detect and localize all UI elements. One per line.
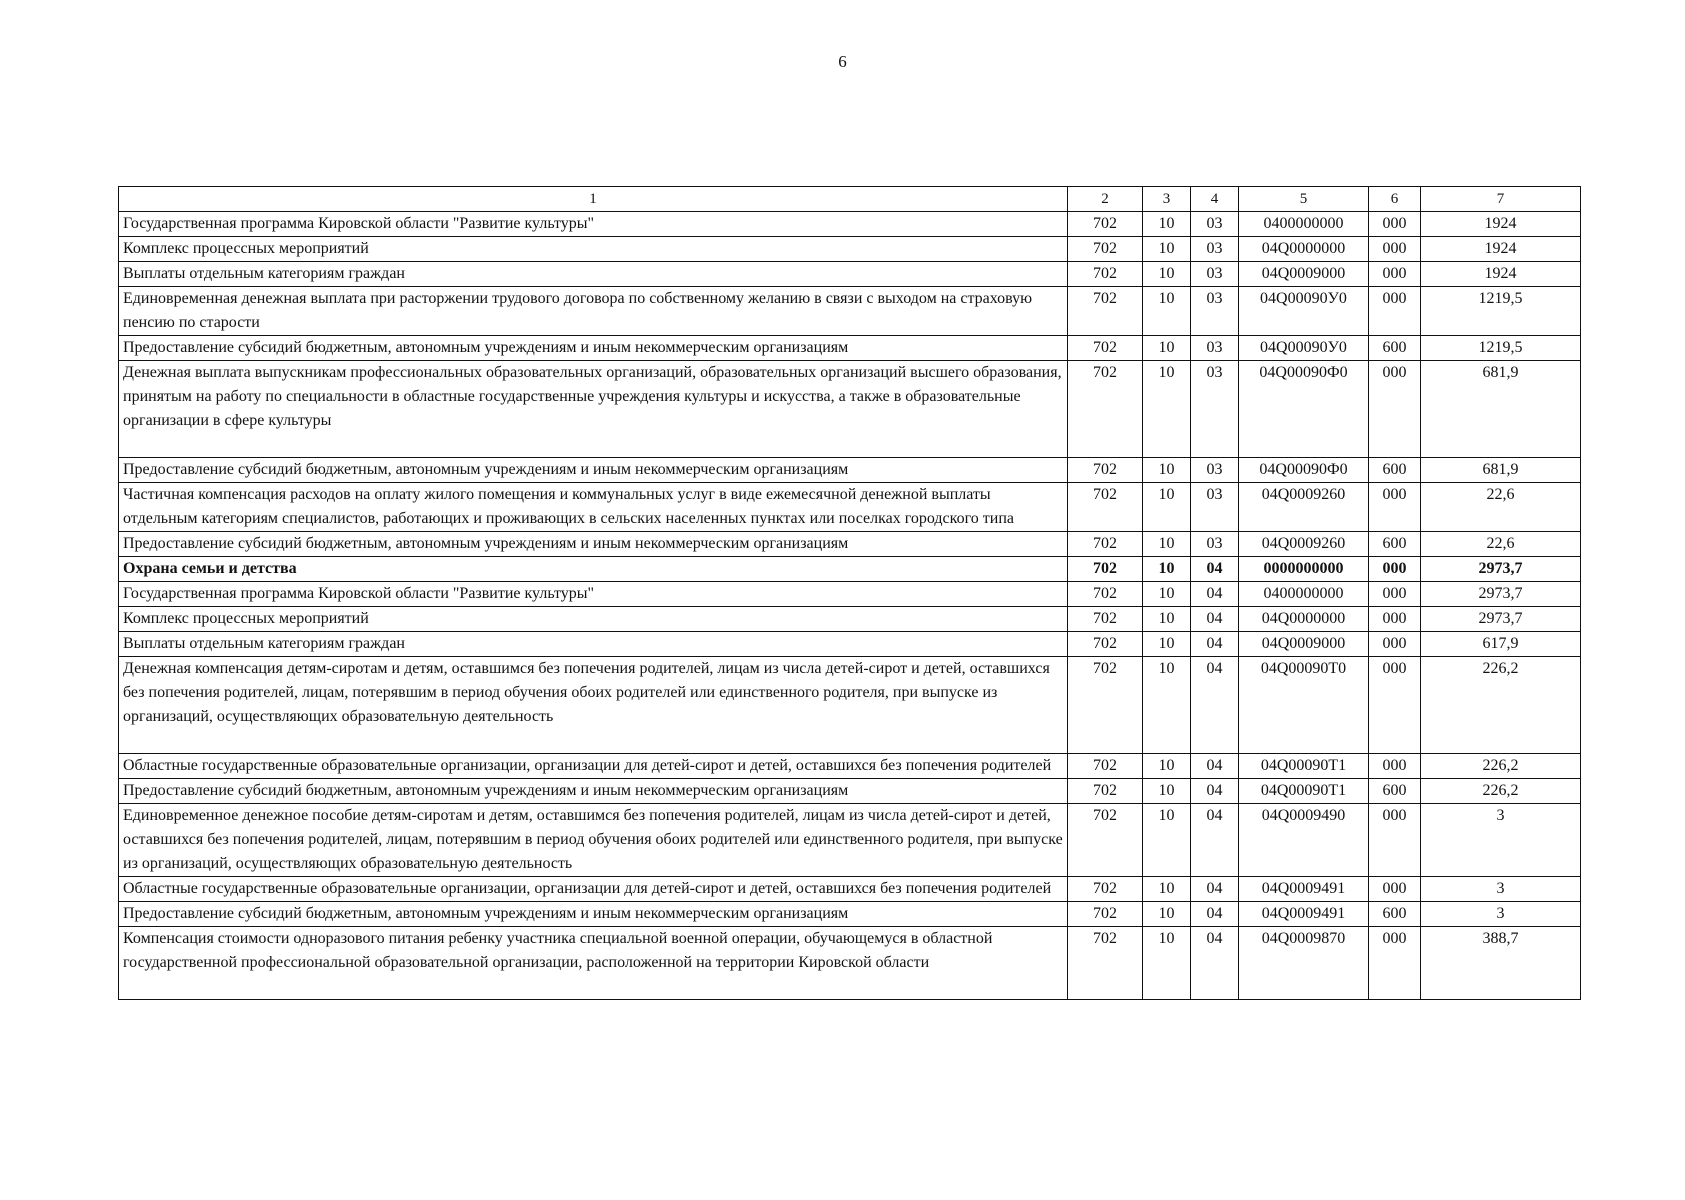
table-row [119,237,1581,262]
row-section-cell: 10 [1143,779,1191,804]
row-admin-code-cell: 702 [1068,532,1143,557]
row-expense-type-cell: 000 [1369,632,1421,657]
row-target-article-cell: 04Q0009491 [1239,902,1369,927]
row-name-cell: Комплекс процессных мероприятий [119,607,1068,632]
row-target-article-cell: 04Q0009260 [1239,483,1369,532]
header-cell-4: 4 [1191,187,1239,212]
row-expense-type-cell: 000 [1369,804,1421,877]
row-amount-cell: 388,7 [1421,927,1581,1000]
row-target-article-cell: 04Q00090Т0 [1239,657,1369,754]
row-admin-code-cell: 702 [1068,754,1143,779]
row-subsection-cell: 03 [1191,287,1239,336]
row-target-article-cell: 04Q0009000 [1239,632,1369,657]
table-row [119,779,1581,804]
row-amount-cell: 2973,7 [1421,607,1581,632]
row-name-cell: Областные государственные образовательные организации, организации для детей-сирот и детей, оставшихся без попечения родителей [119,877,1068,902]
row-admin-code-cell: 702 [1068,557,1143,582]
row-expense-type-cell: 600 [1369,902,1421,927]
row-subsection-cell: 04 [1191,902,1239,927]
row-amount-cell: 22,6 [1421,483,1581,532]
row-amount-cell: 22,6 [1421,532,1581,557]
row-section-cell: 10 [1143,483,1191,532]
row-admin-code-cell: 702 [1068,237,1143,262]
row-subsection-cell: 04 [1191,607,1239,632]
row-section-cell: 10 [1143,632,1191,657]
row-target-article-cell: 04Q00090Ф0 [1239,458,1369,483]
row-amount-cell: 226,2 [1421,657,1581,754]
table-row [119,212,1581,237]
budget-table [118,186,1581,1000]
table-row [119,262,1581,287]
row-target-article-cell: 04Q0000000 [1239,237,1369,262]
row-subsection-cell: 04 [1191,877,1239,902]
row-target-article-cell: 0400000000 [1239,212,1369,237]
row-admin-code-cell: 702 [1068,632,1143,657]
row-name-cell: Предоставление субсидий бюджетным, автономным учреждениям и иным некоммерческим организациям [119,902,1068,927]
row-admin-code-cell: 702 [1068,927,1143,1000]
row-subsection-cell: 03 [1191,483,1239,532]
table-row [119,458,1581,483]
row-expense-type-cell: 000 [1369,582,1421,607]
row-name-cell: Частичная компенсация расходов на оплату жилого помещения и коммунальных услуг в виде ежемесячной денежной выплаты отдельным категориям специалистов, работающих и проживающих в сельских населенных пунктах или поселках городского типа [119,483,1068,532]
header-cell-7: 7 [1421,187,1581,212]
row-admin-code-cell: 702 [1068,336,1143,361]
table-row [119,902,1581,927]
row-admin-code-cell: 702 [1068,779,1143,804]
row-amount-cell: 3 [1421,877,1581,902]
row-amount-cell: 1924 [1421,262,1581,287]
row-admin-code-cell: 702 [1068,804,1143,877]
row-target-article-cell: 04Q0009490 [1239,804,1369,877]
row-expense-type-cell: 600 [1369,532,1421,557]
row-amount-cell: 681,9 [1421,361,1581,458]
row-admin-code-cell: 702 [1068,582,1143,607]
row-admin-code-cell: 702 [1068,212,1143,237]
row-name-cell: Предоставление субсидий бюджетным, автономным учреждениям и иным некоммерческим организациям [119,458,1068,483]
table-row [119,532,1581,557]
row-admin-code-cell: 702 [1068,458,1143,483]
table-row [119,582,1581,607]
row-name-cell: Денежная компенсация детям-сиротам и детям, оставшимся без попечения родителей, лицам из числа детей-сирот и детей, оставшихся без попечения родителей, лицам, потерявшим в период обучения обоих родителей или единственного родителя, при выпуске из организаций, осуществляющих образовательную деятельность [119,657,1068,754]
row-subsection-cell: 04 [1191,927,1239,1000]
row-target-article-cell: 04Q00090У0 [1239,336,1369,361]
table-row [119,927,1581,1000]
row-amount-cell: 1924 [1421,212,1581,237]
header-row [119,187,1581,212]
row-subsection-cell: 04 [1191,779,1239,804]
row-expense-type-cell: 000 [1369,557,1421,582]
row-expense-type-cell: 000 [1369,237,1421,262]
row-expense-type-cell: 000 [1369,212,1421,237]
row-amount-cell: 2973,7 [1421,582,1581,607]
row-section-cell: 10 [1143,754,1191,779]
row-admin-code-cell: 702 [1068,607,1143,632]
row-expense-type-cell: 000 [1369,361,1421,458]
row-target-article-cell: 04Q0009260 [1239,532,1369,557]
row-section-cell: 10 [1143,607,1191,632]
row-subsection-cell: 04 [1191,657,1239,754]
row-subsection-cell: 04 [1191,582,1239,607]
row-name-cell: Комплекс процессных мероприятий [119,237,1068,262]
row-subsection-cell: 03 [1191,262,1239,287]
row-section-cell: 10 [1143,804,1191,877]
row-expense-type-cell: 000 [1369,262,1421,287]
page-number: 6 [838,52,847,71]
row-admin-code-cell: 702 [1068,877,1143,902]
row-name-cell: Государственная программа Кировской области "Развитие культуры" [119,212,1068,237]
row-target-article-cell: 04Q00090У0 [1239,287,1369,336]
row-section-cell: 10 [1143,582,1191,607]
row-admin-code-cell: 702 [1068,361,1143,458]
row-subsection-cell: 03 [1191,237,1239,262]
row-target-article-cell: 0000000000 [1239,557,1369,582]
row-section-cell: 10 [1143,877,1191,902]
table-row [119,287,1581,336]
row-section-cell: 10 [1143,212,1191,237]
row-amount-cell: 226,2 [1421,754,1581,779]
header-cell-6: 6 [1369,187,1421,212]
row-subsection-cell: 03 [1191,212,1239,237]
row-name-cell: Предоставление субсидий бюджетным, автономным учреждениям и иным некоммерческим организациям [119,532,1068,557]
row-name-cell: Областные государственные образовательные организации, организации для детей-сирот и детей, оставшихся без попечения родителей [119,754,1068,779]
row-section-cell: 10 [1143,361,1191,458]
row-section-cell: 10 [1143,532,1191,557]
row-subsection-cell: 04 [1191,804,1239,877]
header-cell-5: 5 [1239,187,1369,212]
row-section-cell: 10 [1143,458,1191,483]
row-admin-code-cell: 702 [1068,483,1143,532]
row-target-article-cell: 04Q0009000 [1239,262,1369,287]
row-name-cell: Единовременная денежная выплата при расторжении трудового договора по собственному желанию в связи с выходом на страховую пенсию по старости [119,287,1068,336]
row-amount-cell: 3 [1421,804,1581,877]
table-row [119,361,1581,458]
table-row [119,754,1581,779]
row-amount-cell: 226,2 [1421,779,1581,804]
row-target-article-cell: 0400000000 [1239,582,1369,607]
row-subsection-cell: 04 [1191,754,1239,779]
row-expense-type-cell: 000 [1369,657,1421,754]
table-row [119,336,1581,361]
row-name-cell: Предоставление субсидий бюджетным, автономным учреждениям и иным некоммерческим организациям [119,779,1068,804]
header-cell-1: 1 [119,187,1068,212]
row-target-article-cell: 04Q00090Т1 [1239,779,1369,804]
row-section-cell: 10 [1143,336,1191,361]
row-admin-code-cell: 702 [1068,287,1143,336]
table-row [119,877,1581,902]
row-section-cell: 10 [1143,927,1191,1000]
row-name-cell: Предоставление субсидий бюджетным, автономным учреждениям и иным некоммерческим организациям [119,336,1068,361]
row-target-article-cell: 04Q0009870 [1239,927,1369,1000]
row-expense-type-cell: 000 [1369,483,1421,532]
row-admin-code-cell: 702 [1068,262,1143,287]
row-section-cell: 10 [1143,902,1191,927]
row-section-cell: 10 [1143,237,1191,262]
row-amount-cell: 1219,5 [1421,287,1581,336]
row-amount-cell: 681,9 [1421,458,1581,483]
row-section-cell: 10 [1143,262,1191,287]
row-expense-type-cell: 600 [1369,779,1421,804]
row-target-article-cell: 04Q0009491 [1239,877,1369,902]
row-amount-cell: 617,9 [1421,632,1581,657]
row-name-cell: Денежная выплата выпускникам профессиональных образовательных организаций, образовательных организаций высшего образования, принятым на работу по специальности в областные государственные учреждения культуры и искусства, а также в образовательные организации в сфере культуры [119,361,1068,458]
row-name-cell: Единовременное денежное пособие детям-сиротам и детям, оставшимся без попечения родителей, лицам из числа детей-сирот и детей, оставшихся без попечения родителей, лицам, потерявшим в период обучения обоих родителей или единственного родителя, при выпуске из организаций, осуществляющих образовательную деятельность [119,804,1068,877]
table-row [119,657,1581,754]
row-name-cell: Компенсация стоимости одноразового питания ребенку участника специальной военной операции, обучающемуся в областной государственной профессиональной образовательной организации, расположенной на территории Кировской области [119,927,1068,1000]
row-subsection-cell: 03 [1191,361,1239,458]
table-row [119,483,1581,532]
row-subsection-cell: 03 [1191,336,1239,361]
table-row [119,804,1581,877]
row-admin-code-cell: 702 [1068,902,1143,927]
row-name-cell: Выплаты отдельным категориям граждан [119,262,1068,287]
row-section-cell: 10 [1143,287,1191,336]
row-name-cell: Государственная программа Кировской области "Развитие культуры" [119,582,1068,607]
header-cell-3: 3 [1143,187,1191,212]
table-row [119,557,1581,582]
row-amount-cell: 3 [1421,902,1581,927]
row-expense-type-cell: 600 [1369,458,1421,483]
row-target-article-cell: 04Q0000000 [1239,607,1369,632]
row-admin-code-cell: 702 [1068,657,1143,754]
row-amount-cell: 1219,5 [1421,336,1581,361]
row-expense-type-cell: 000 [1369,287,1421,336]
table-row [119,607,1581,632]
row-expense-type-cell: 000 [1369,877,1421,902]
row-expense-type-cell: 000 [1369,754,1421,779]
row-name-cell: Охрана семьи и детства [119,557,1068,582]
row-section-cell: 10 [1143,657,1191,754]
table-body [119,212,1581,1000]
row-expense-type-cell: 000 [1369,607,1421,632]
row-target-article-cell: 04Q00090Т1 [1239,754,1369,779]
row-expense-type-cell: 600 [1369,336,1421,361]
row-amount-cell: 2973,7 [1421,557,1581,582]
row-subsection-cell: 03 [1191,458,1239,483]
row-target-article-cell: 04Q00090Ф0 [1239,361,1369,458]
row-amount-cell: 1924 [1421,237,1581,262]
row-name-cell: Выплаты отдельным категориям граждан [119,632,1068,657]
row-expense-type-cell: 000 [1369,927,1421,1000]
header-cell-2: 2 [1068,187,1143,212]
table-row [119,632,1581,657]
row-subsection-cell: 04 [1191,632,1239,657]
row-subsection-cell: 03 [1191,532,1239,557]
row-section-cell: 10 [1143,557,1191,582]
row-subsection-cell: 04 [1191,557,1239,582]
